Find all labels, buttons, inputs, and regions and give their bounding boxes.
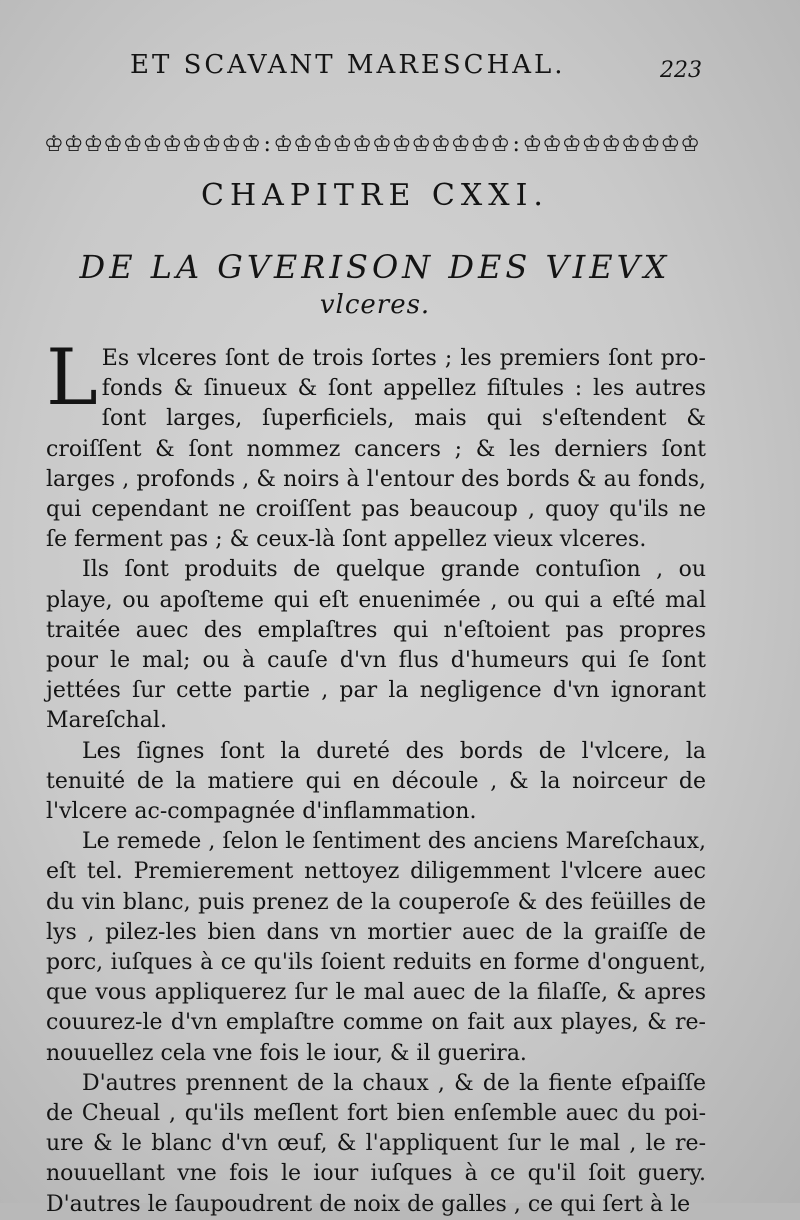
paragraph — [46, 333, 706, 555]
crown-ornament-icon: ♔♔♔♔♔♔♔♔♔♔♔ — [44, 132, 261, 157]
paragraph: Ils ſont produits de quelque grande contuſion , ou playe, ou apoſteme qui eſt enuenimée , ou qui a eſté mal traitée auec des emplaſtres qui n'eſtoient pas propres pour le mal; ou à cauſe d'vn flus d'humeurs qui ſe ſont jettées ſur cette partie , par la negligence d'vn ignorant Mareſchal. — [46, 557, 706, 734]
paragraph: Le remede , ſelon le ſentiment des anciens Mareſchaux, eſt tel. Premierement nettoyez diligemment l'vlcere auec du vin blanc, puis prenez de la couperoſe & des feüilles de lys , pilez-les bien dans vn mortier auec de la graiſſe de porc, iuſques à ce qu'ils ſoient reduits en forme d'onguent, que vous appliquerez ſur le mal auec de la filaſſe, & apres couurez-le d'vn emplaſtre comme on fait aux playes, & re-nouuellez cela vne fois le iour, & il guerira. — [46, 829, 706, 1066]
chapter-title-main: DE LA GVERISON DES VIEVX — [79, 248, 671, 286]
ornament-separator: : — [263, 132, 271, 157]
chapter-title — [0, 248, 750, 324]
crown-ornament-icon: ♔♔♔♔♔♔♔♔♔ — [522, 132, 700, 157]
paragraph: D'autres prennent de la chaux , & de la fiente eſpaiſſe de Cheual , qu'ils meſlent fort bien enſemble auec du poi-ure & le blanc d'vn œuf, & l'appliquent ſur le mal , le re-nouuellant vne fois le iour iuſques à ce qu'il ſoit guery. D'autres le ſaupoudrent de noix de galles , ce qui ſert à le — [46, 1070, 706, 1217]
paragraph: Les ſignes ſont la dureté des bords de l'vlcere, la tenuité de la matiere qui en découle , & la noirceur de l'vlcere ac-compagnée d'inflammation. — [46, 738, 706, 825]
paragraph-text: Es vlceres ſont de trois ſortes ; les premiers ſont pro-fonds & ſinueux & ſont appellez fiſtules : les autres ſont larges, ſuperficiels, mais qui s'eſtendent & croiſſent & ſont nommez cancers ; & les derniers ſont larges , profonds , & noirs à l'entour des bords & au fonds, qui cependant ne croiſſent pas beaucoup , quoy qu'ils ne ſe ferment pas ; & ceux-là ſont appellez vieux vlceres. — [46, 346, 706, 553]
page-number: 223 — [660, 58, 702, 83]
chapter-heading: CHAPITRE CXXI. — [201, 178, 549, 213]
chapter-title-sub: vlceres. — [319, 290, 431, 320]
running-head: ET SCAVANT MARESCHAL. — [130, 50, 566, 80]
drop-cap: L — [46, 333, 98, 423]
body-text — [46, 333, 706, 1220]
ornament-separator: : — [512, 132, 520, 157]
crown-ornament-icon: ♔♔♔♔♔♔♔♔♔♔♔♔ — [273, 132, 511, 157]
crown-ornament-band — [44, 132, 700, 157]
